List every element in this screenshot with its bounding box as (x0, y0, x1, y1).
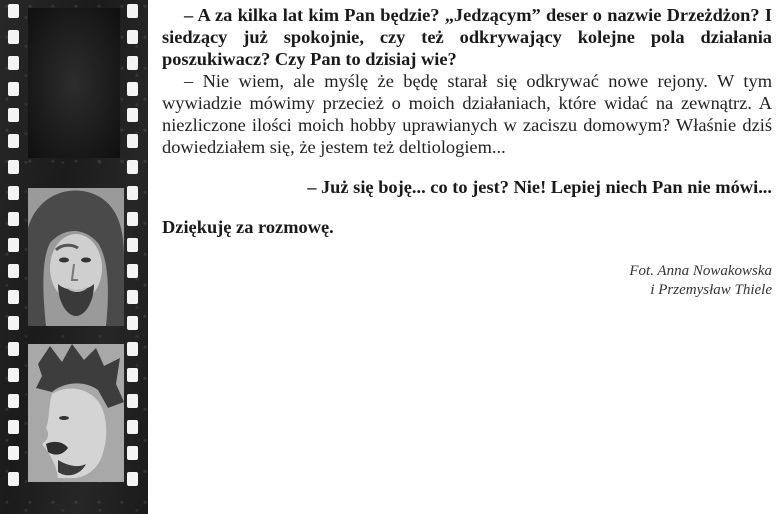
interview-text (162, 4, 772, 300)
interview-answer: – Nie wiem, ale myślę że będę starał się odkrywać nowe rejony. W tym wywiadzie mówimy przecież o moich działaniach, które widać na zewnątrz. A niezliczone ilości moich hobby uprawianych w zaciszu domowym? Właśnie dziś dowiedziałem się, że jestem też deltiologiem... (162, 71, 772, 157)
interview-question-final: – Już się boję... co to jest? Nie! Lepiej niech Pan nie mówi... (307, 177, 772, 197)
film-perforations-right (127, 4, 139, 514)
portrait-photo (28, 188, 124, 326)
profile-photo (28, 344, 124, 482)
photo-credit-line: i Przemysław Thiele (650, 282, 772, 298)
film-perforations-left (8, 4, 20, 514)
film-strip (0, 0, 148, 514)
photo-credit-line: Fot. Anna Nowakowska (629, 263, 772, 279)
closing-line: Dziękuję za rozmowę. (162, 217, 334, 237)
film-frame-empty (28, 8, 120, 158)
photo-credit (162, 262, 772, 300)
interview-question: – A za kilka lat kim Pan będzie? „Jedzącym” deser o nazwie Drzeżdżon? I siedzący już spokojnie, czy też odkrywający kolejne pola działania poszukiwacz? Czy Pan to dzisiaj wie? (162, 5, 772, 69)
